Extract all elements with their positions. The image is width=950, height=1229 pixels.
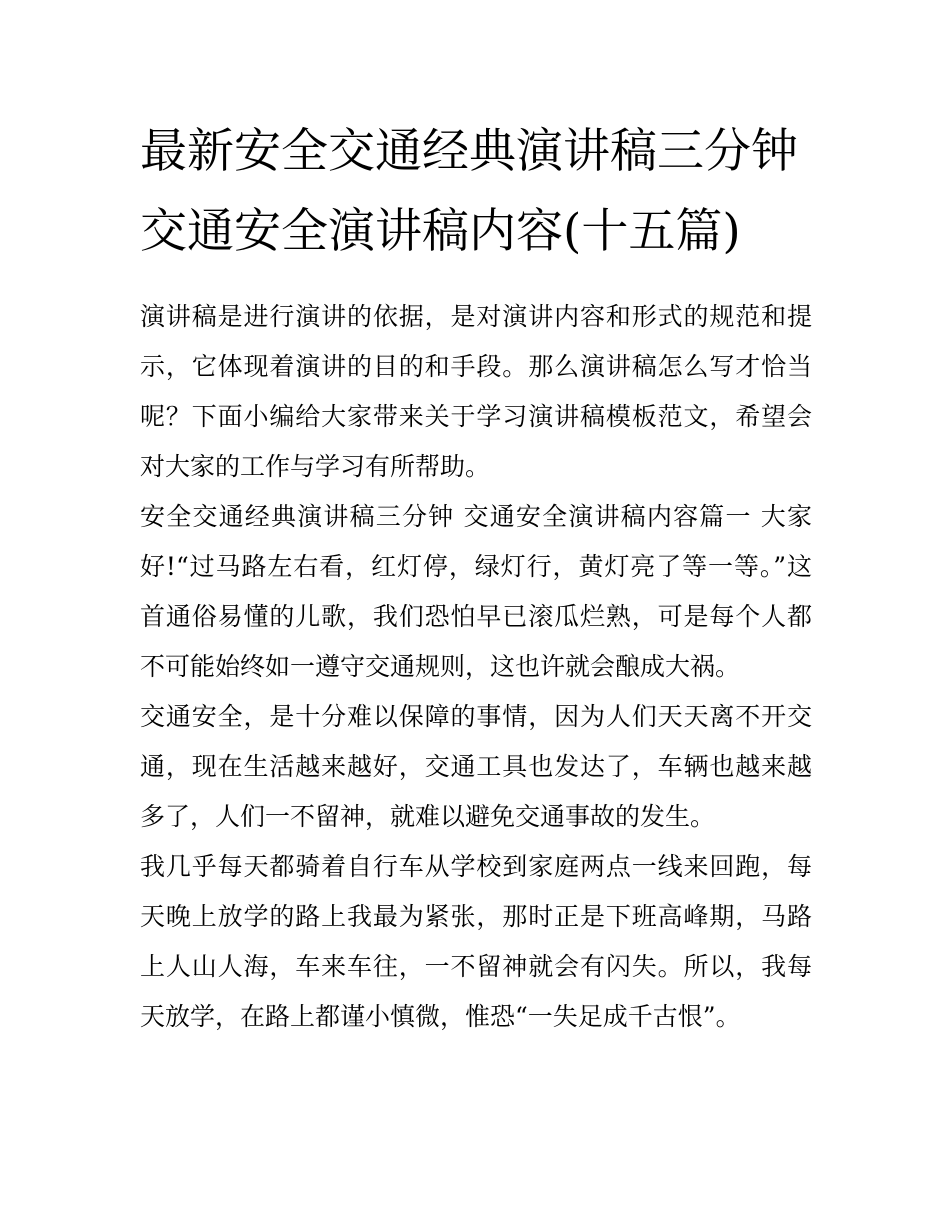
paragraph-daily-commute: 我几乎每天都骑着自行车从学校到家庭两点一线来回跑，每天晚上放学的路上我最为紧张，那时正是下班高峰期，马路上人山人海，车来车往，一不留神就会有闪失。所以，我每天放学，在路上都谨小慎微，惟恐“一失足成千古恨”。 [140, 852, 812, 1031]
paragraph-intro: 演讲稿是进行演讲的依据，是对演讲内容和形式的规范和提示，它体现着演讲的目的和手段。那么演讲稿怎么写才恰当呢？下面小编给大家带来关于学习演讲稿模板范文，希望会对大家的工作与学习有所帮助。 [140, 302, 812, 481]
document-body [140, 112, 812, 1042]
paragraph-traffic-safety: 交通安全，是十分难以保障的事情，因为人们天天离不开交通，现在生活越来越好，交通工具也发达了，车辆也越来越多了，人们一不留神，就难以避免交通事故的发生。 [140, 702, 812, 831]
document-title: 最新安全交通经典演讲稿三分钟 交通安全演讲稿内容(十五篇) [140, 124, 798, 259]
paragraph-speech-one-opening: 安全交通经典演讲稿三分钟 交通安全演讲稿内容篇一 大家好!“过马路左右看，红灯停，绿灯行，黄灯亮了等一等。”这首通俗易懂的儿歌，我们恐怕早已滚瓜烂熟，可是每个人都不可能始终如一遵守交通规则，这也许就会酿成大祸。 [140, 502, 812, 681]
